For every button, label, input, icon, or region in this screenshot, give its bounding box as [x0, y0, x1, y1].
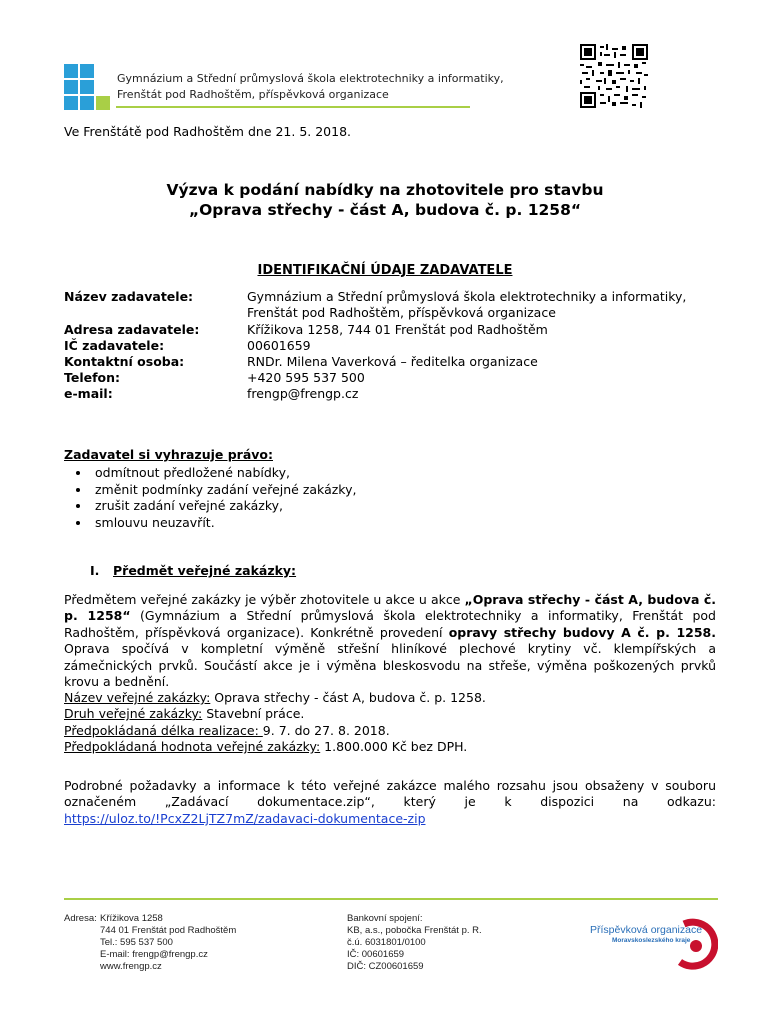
- details-list: [64, 690, 486, 756]
- footer-line: E-mail: frengp@frengp.cz: [100, 949, 208, 960]
- detail-row: [64, 723, 486, 739]
- ident-value-email: frengp@frengp.cz: [247, 386, 359, 401]
- detail-value: Stavební práce.: [202, 706, 305, 722]
- footer-rule: [64, 898, 718, 900]
- footer-bank: [347, 913, 482, 973]
- school-name-line1: Gymnázium a Střední průmyslová škola elektrotechniky a informatiky,: [117, 72, 504, 85]
- list-item: • zrušit zadání veřejné zakázky,: [91, 498, 356, 515]
- footer-line: 744 01 Frenštát pod Radhoštěm: [100, 925, 237, 936]
- ident-value-ic: 00601659: [247, 338, 311, 353]
- ident-label-phone: Telefon:: [64, 370, 121, 385]
- ident-label-ic: IČ zadavatele:: [64, 338, 165, 353]
- region-logo: [590, 916, 720, 974]
- region-logo-ring-icon: [674, 918, 718, 972]
- region-logo-line1: Příspěvková organizace: [590, 924, 703, 936]
- ident-value-contact: RNDr. Milena Vaverková – ředitelka organizace: [247, 354, 538, 369]
- ident-label-address: Adresa zadavatele:: [64, 322, 200, 337]
- section-heading: Předmět veřejné zakázky:: [113, 563, 297, 578]
- dateline: Ve Frenštátě pod Radhoštěm dne 21. 5. 2018.: [64, 124, 352, 139]
- title-line2: „Oprava střechy - část A, budova č. p. 1258“: [188, 201, 582, 219]
- document-title: [0, 180, 770, 220]
- detail-row: [64, 690, 486, 706]
- ident-label-contact: Kontaktní osoba:: [64, 354, 185, 369]
- footer-address-label: Adresa:: [64, 913, 97, 924]
- paragraph-text: (Gymnázium a Střední průmyslová škola elektrotechniky a informatiky, Frenštát pod Radhoštěm, příspěvková organizace). Konkrétně provedení: [64, 608, 716, 640]
- footer-line: IČ: 00601659: [347, 949, 405, 960]
- paragraph-text: Předmětem veřejné zakázky je výběr zhotovitele u akce u akce: [64, 592, 465, 607]
- list-item: • odmítnout předložené nabídky,: [91, 465, 356, 482]
- region-logo-line2: Moravskoslezského kraje: [612, 937, 691, 944]
- footer-line: č.ú. 6031801/0100: [347, 937, 426, 948]
- footer-line: Křížikova 1258: [100, 913, 163, 924]
- school-logo: [64, 64, 110, 110]
- ident-heading: IDENTIFIKAČNÍ ÚDAJE ZADAVATELE: [257, 263, 513, 278]
- detail-label: Předpokládaná hodnota veřejné zakázky:: [64, 739, 321, 755]
- ident-label-email: e-mail:: [64, 386, 113, 401]
- school-name-line2: Frenštát pod Radhoštěm, příspěvková organizace: [117, 88, 389, 101]
- header-rule: [116, 106, 470, 108]
- footer-line: KB, a.s., pobočka Frenštát p. R.: [347, 925, 482, 936]
- title-line1: Výzva k podání nabídky na zhotovitele pro stavbu: [166, 181, 604, 199]
- school-name: [117, 71, 504, 103]
- section-number: I.: [90, 563, 100, 578]
- ident-label-name: Název zadavatele:: [64, 289, 194, 304]
- detail-label: Předpokládaná délka realizace:: [64, 722, 263, 738]
- footer-line: DIČ: CZ00601659: [347, 961, 424, 972]
- paragraph-text: Oprava spočívá v kompletní výměně střešní hliníkové plechové krytiny vč. klempířských a zámečnických prvků. Součástí akce je i výměna bleskosvodu na střeše, výměna poškozených prvků krovu a bednění.: [64, 641, 716, 690]
- footer-line: Bankovní spojení:: [347, 913, 423, 924]
- ident-value-address: Křížikova 1258, 744 01 Frenštát pod Radhoštěm: [247, 322, 548, 337]
- section-paragraph: [64, 592, 716, 690]
- detail-row: [64, 706, 486, 722]
- detail-value: 9. 7. do 27. 8. 2018.: [262, 722, 390, 738]
- rights-heading: Zadavatel si vyhrazuje právo:: [64, 447, 273, 462]
- detail-label: Druh veřejné zakázky:: [64, 706, 203, 722]
- paragraph-bold-name: „Oprava střechy - část A, budova č. p. 1258“: [64, 592, 717, 624]
- footer-line: Tel.: 595 537 500: [100, 937, 173, 948]
- ident-value-phone: +420 595 537 500: [247, 370, 365, 385]
- docs-link[interactable]: https://uloz.to/!PcxZ2LjTZ7mZ/zadavaci-dokumentace-zip: [64, 811, 426, 826]
- ident-value-name: Gymnázium a Střední průmyslová škola elektrotechniky a informatiky,: [247, 289, 687, 304]
- detail-value: Oprava střechy - část A, budova č. p. 1258.: [210, 690, 486, 705]
- detail-value: 1.800.000 Kč bez DPH.: [320, 739, 468, 755]
- ident-value-name-2: Frenštát pod Radhoštěm, příspěvková organizace: [247, 305, 556, 320]
- list-item: • smlouvu neuzavřít.: [91, 515, 356, 532]
- footer-line: www.frengp.cz: [100, 961, 162, 972]
- detail-row: [64, 739, 486, 755]
- rights-list: [64, 465, 356, 531]
- paragraph-bold-work: opravy střechy budovy A č. p. 1258.: [448, 624, 716, 640]
- list-item: • změnit podmínky zadání veřejné zakázky,: [91, 482, 356, 499]
- detail-label: Název veřejné zakázky:: [64, 690, 211, 705]
- docs-paragraph: Podrobné požadavky a informace k této veřejné zakázce malého rozsahu jsou obsaženy v souboru označeném „Zadávací dokumentace.zip“, který je k dispozici na odkazu:: [64, 778, 716, 810]
- footer-address: [100, 913, 236, 973]
- qr-code-icon: [580, 44, 648, 108]
